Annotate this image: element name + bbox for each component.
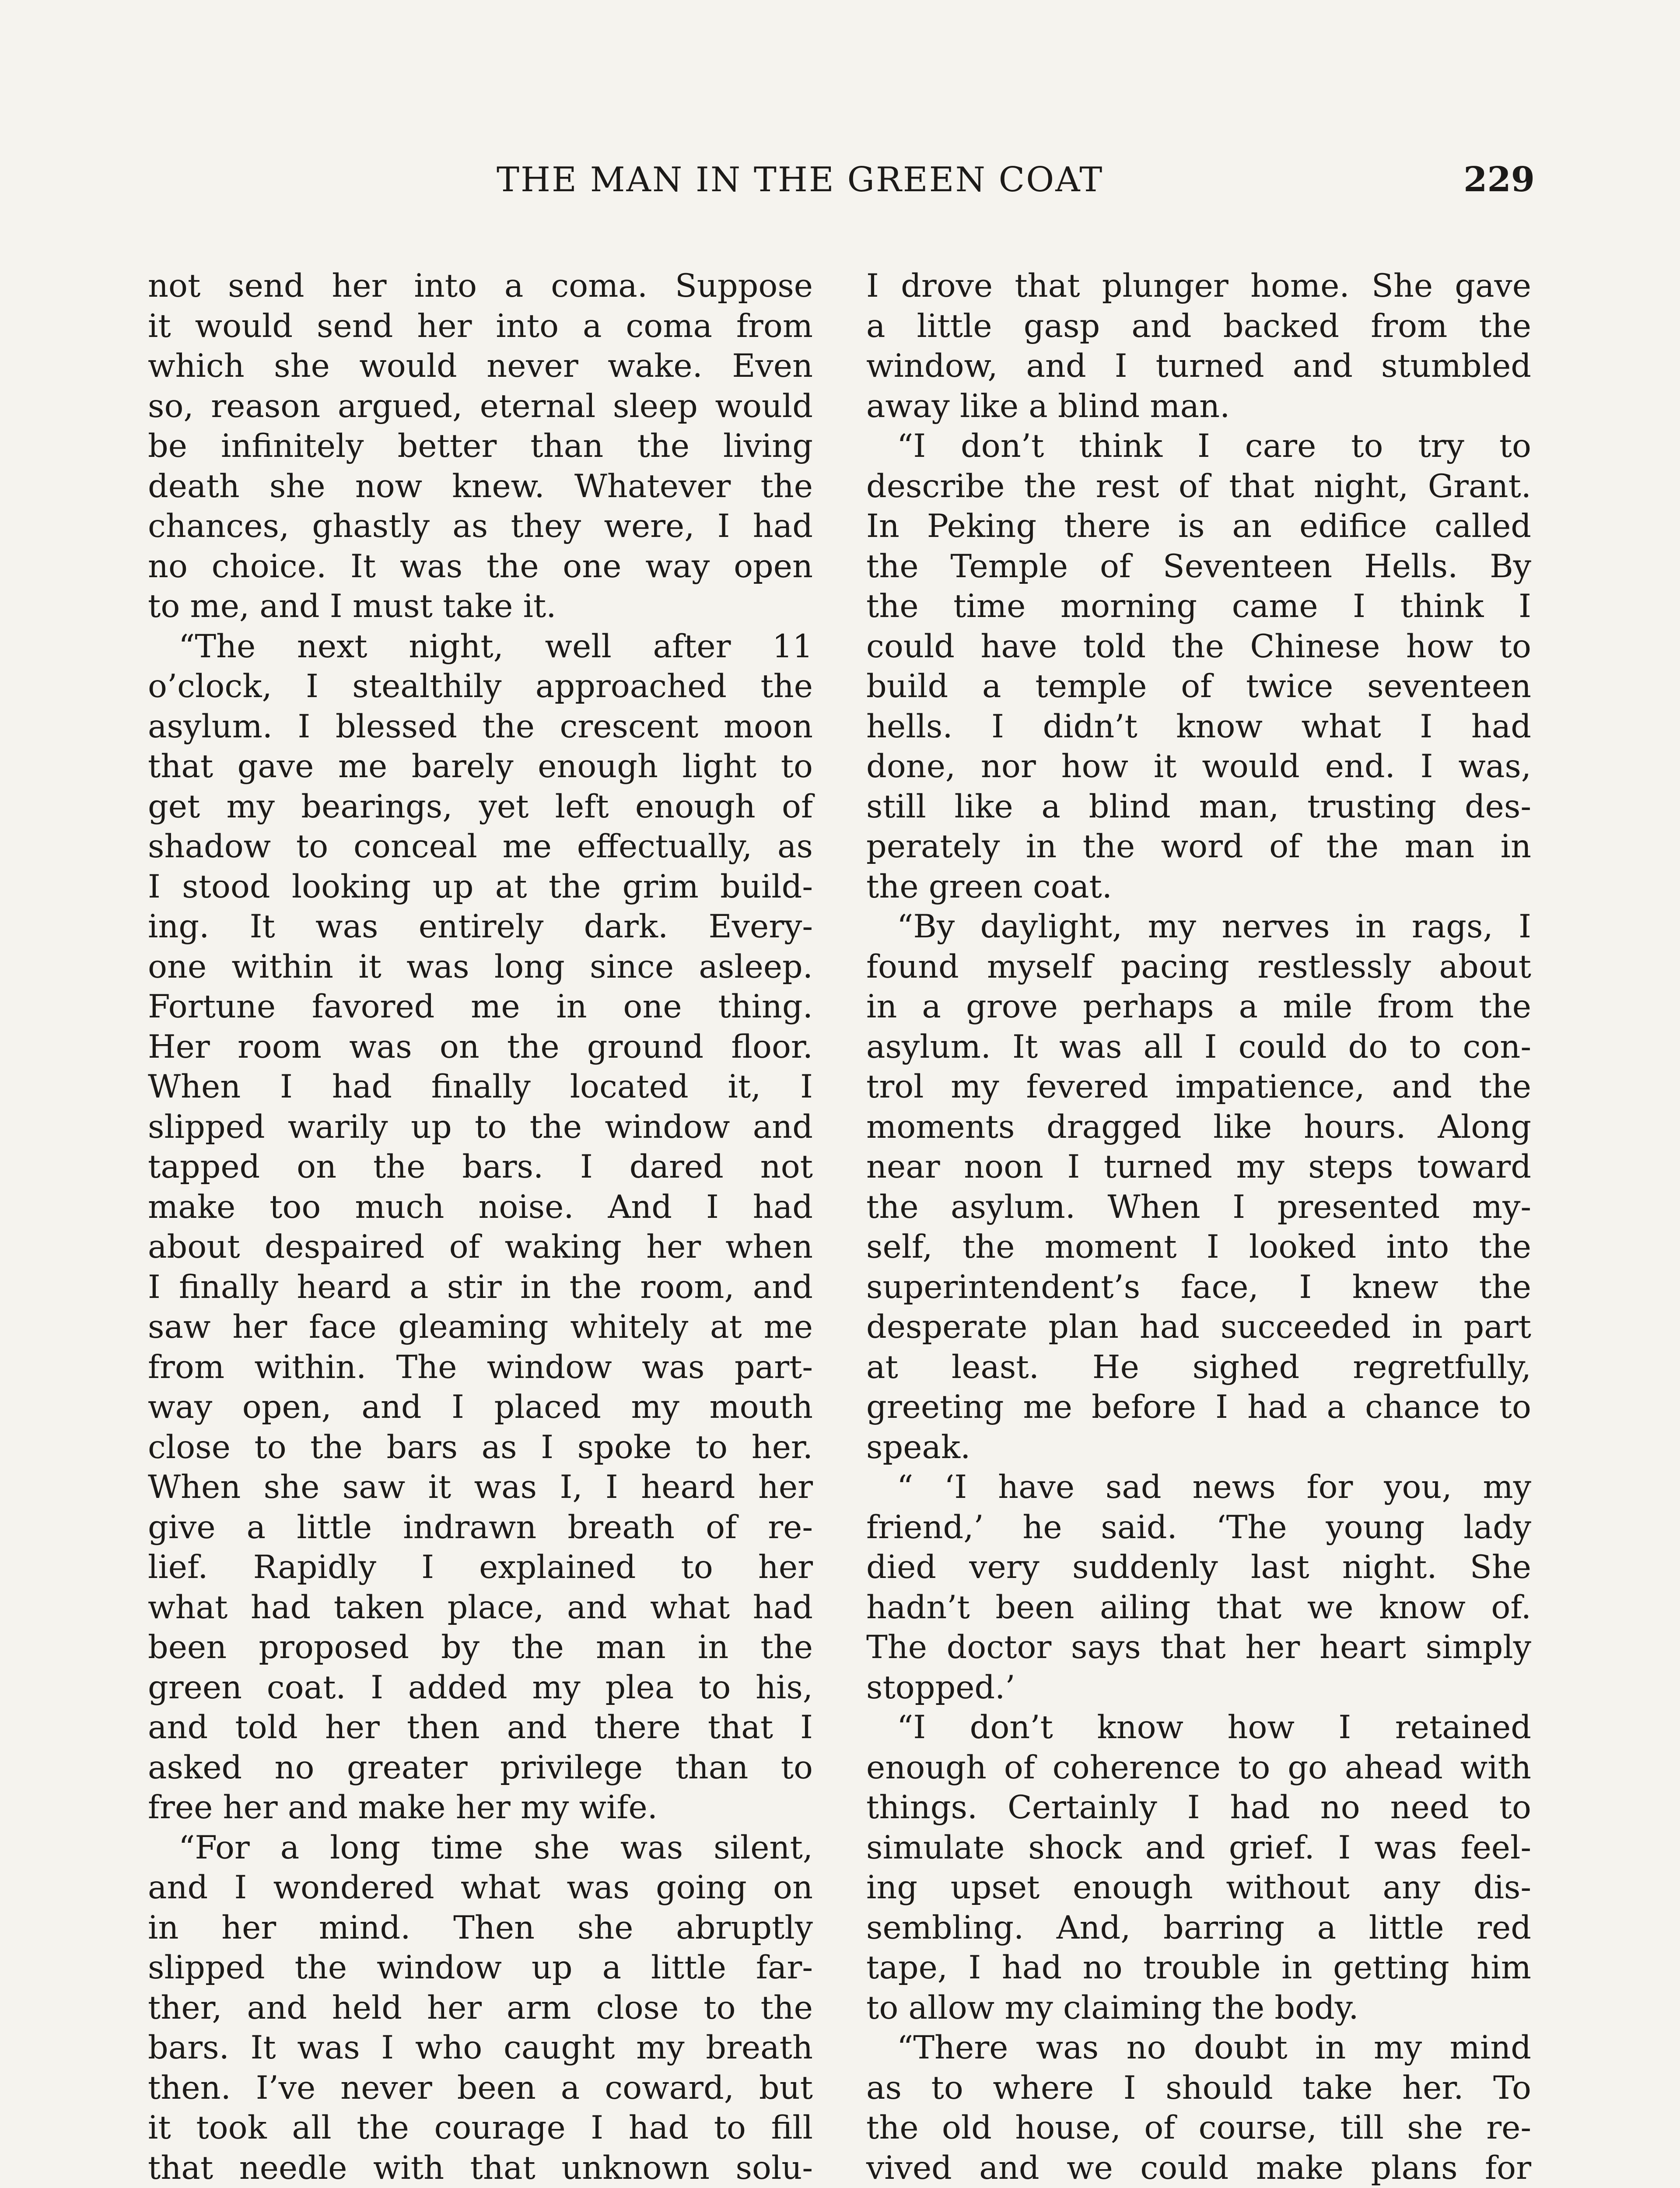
text-line: and I wondered what was going on xyxy=(148,1869,813,1906)
text-line: that gave me barely enough light to xyxy=(148,748,813,785)
text-line: “I don’t know how I retained xyxy=(897,1709,1531,1746)
text-line: way open, and I placed my mouth xyxy=(148,1389,813,1426)
text-line: sembling. And, barring a little red xyxy=(866,1909,1531,1946)
text-line: superintendent’s face, I knew the xyxy=(866,1268,1531,1306)
text-line: When I had finally located it, I xyxy=(148,1068,813,1105)
text-line: vived and we could make plans for xyxy=(866,2149,1531,2187)
text-line: give a little indrawn breath of re- xyxy=(148,1508,813,1546)
text-line: ing. It was entirely dark. Every- xyxy=(148,908,813,945)
text-line: so, reason argued, eternal sleep would xyxy=(148,387,813,425)
text-line: not send her into a coma. Suppose xyxy=(148,267,813,305)
text-line: bars. It was I who caught my breath xyxy=(148,2029,813,2066)
text-line: died very suddenly last night. She xyxy=(866,1549,1531,1586)
text-line: could have told the Chinese how to xyxy=(866,628,1531,665)
text-line: one within it was long since asleep. xyxy=(148,948,813,985)
text-line: hadn’t been ailing that we know of. xyxy=(866,1588,1531,1626)
text-line: “For a long time she was silent, xyxy=(178,1829,813,1866)
text-line: done, nor how it would end. I was, xyxy=(866,748,1531,785)
text-line: no choice. It was the one way open xyxy=(148,547,813,585)
text-line: what had taken place, and what had xyxy=(148,1588,813,1626)
text-line: ther, and held her arm close to the xyxy=(148,1989,813,2027)
text-line: near noon I turned my steps toward xyxy=(866,1148,1531,1185)
text-line: lief. Rapidly I explained to her xyxy=(148,1549,813,1586)
text-line: to me, and I must take it. xyxy=(148,588,556,625)
text-line: stopped.’ xyxy=(866,1669,1015,1706)
text-line: in her mind. Then she abruptly xyxy=(148,1909,813,1946)
text-line: death she now knew. Whatever the xyxy=(148,467,813,505)
page-number: 229 xyxy=(1463,160,1535,200)
text-line: shadow to conceal me effectually, as xyxy=(148,828,813,865)
text-line: it took all the courage I had to fill xyxy=(148,2109,813,2146)
text-line: at least. He sighed regretfully, xyxy=(866,1348,1531,1386)
text-line: enough of coherence to go ahead with xyxy=(866,1749,1531,1786)
text-line: In Peking there is an edifice called xyxy=(866,508,1531,545)
text-line: “ ‘I have sad news for you, my xyxy=(897,1469,1531,1506)
text-line: “I don’t think I care to try to xyxy=(897,428,1531,465)
text-line: still like a blind man, trusting des- xyxy=(866,788,1531,825)
text-line: asylum. It was all I could do to con- xyxy=(866,1028,1531,1066)
text-line: as to where I should take her. To xyxy=(866,2069,1531,2107)
text-line: window, and I turned and stumbled xyxy=(866,347,1531,385)
text-line: asked no greater privilege than to xyxy=(148,1749,813,1786)
text-line: perately in the word of the man in xyxy=(866,828,1531,865)
text-line: “By daylight, my nerves in rags, I xyxy=(897,908,1531,945)
text-line: slipped the window up a little far- xyxy=(148,1949,813,1986)
text-line: the green coat. xyxy=(866,868,1112,905)
text-line: slipped warily up to the window and xyxy=(148,1108,813,1146)
text-line: I drove that plunger home. She gave xyxy=(866,267,1531,305)
text-line: the Temple of Seventeen Hells. By xyxy=(866,547,1531,585)
text-line: been proposed by the man in the xyxy=(148,1629,813,1666)
text-line: moments dragged like hours. Along xyxy=(866,1108,1531,1146)
text-line: from within. The window was part- xyxy=(148,1348,813,1386)
text-line: o’clock, I stealthily approached the xyxy=(148,668,813,705)
text-line: self, the moment I looked into the xyxy=(866,1228,1531,1266)
text-line: friend,’ he said. ‘The young lady xyxy=(866,1508,1531,1546)
text-line: ing upset enough without any dis- xyxy=(866,1869,1531,1906)
text-line: Her room was on the ground floor. xyxy=(148,1028,813,1066)
text-line: “The next night, well after 11 xyxy=(178,628,813,665)
text-line: When she saw it was I, I heard her xyxy=(148,1469,813,1506)
text-line: speak. xyxy=(866,1428,971,1466)
text-line: simulate shock and grief. I was feel- xyxy=(866,1829,1531,1866)
text-line: desperate plan had succeeded in part xyxy=(866,1308,1531,1346)
text-line: close to the bars as I spoke to her. xyxy=(148,1428,813,1466)
text-line: get my bearings, yet left enough of xyxy=(148,788,813,825)
text-line: be infinitely better than the living xyxy=(148,428,813,465)
text-line: which she would never wake. Even xyxy=(148,347,813,385)
text-line: I stood looking up at the grim build- xyxy=(148,868,813,905)
text-line: saw her face gleaming whitely at me xyxy=(148,1308,813,1346)
text-line: found myself pacing restlessly about xyxy=(866,948,1531,985)
text-line: away like a blind man. xyxy=(866,387,1230,425)
text-line: trol my fevered impatience, and the xyxy=(866,1068,1531,1105)
text-line: free her and make her my wife. xyxy=(148,1789,658,1826)
text-line: to allow my claiming the body. xyxy=(866,1989,1359,2027)
running-title: THE MAN IN THE GREEN COAT xyxy=(497,160,1104,200)
text-line: make too much noise. And I had xyxy=(148,1188,813,1226)
left-column xyxy=(148,266,813,2188)
text-line: then. I’ve never been a coward, but xyxy=(148,2069,813,2107)
text-line: Fortune favored me in one thing. xyxy=(148,988,813,1025)
text-line: about despaired of waking her when xyxy=(148,1228,813,1266)
text-line: the asylum. When I presented my- xyxy=(866,1188,1531,1226)
text-line: tape, I had no trouble in getting him xyxy=(866,1949,1531,1986)
text-line: and told her then and there that I xyxy=(148,1709,813,1746)
text-line: describe the rest of that night, Grant. xyxy=(866,467,1531,505)
text-line: I finally heard a stir in the room, and xyxy=(148,1268,813,1306)
text-line: it would send her into a coma from xyxy=(148,307,813,345)
text-line: greeting me before I had a chance to xyxy=(866,1389,1531,1426)
right-column xyxy=(866,266,1531,2188)
text-line: hells. I didn’t know what I had xyxy=(866,708,1531,745)
text-line: that needle with that unknown solu- xyxy=(148,2149,813,2187)
text-line: green coat. I added my plea to his, xyxy=(148,1669,813,1706)
text-line: the time morning came I think I xyxy=(866,588,1531,625)
text-line: tapped on the bars. I dared not xyxy=(148,1148,813,1185)
text-line: the old house, of course, till she re- xyxy=(866,2109,1531,2146)
text-line: The doctor says that her heart simply xyxy=(866,1629,1531,1666)
text-line: in a grove perhaps a mile from the xyxy=(866,988,1531,1025)
text-line: asylum. I blessed the crescent moon xyxy=(148,708,813,745)
text-line: “There was no doubt in my mind xyxy=(897,2029,1531,2066)
text-line: chances, ghastly as they were, I had xyxy=(148,508,813,545)
text-line: things. Certainly I had no need to xyxy=(866,1789,1531,1826)
text-line: a little gasp and backed from the xyxy=(866,307,1531,345)
text-line: build a temple of twice seventeen xyxy=(866,668,1531,705)
